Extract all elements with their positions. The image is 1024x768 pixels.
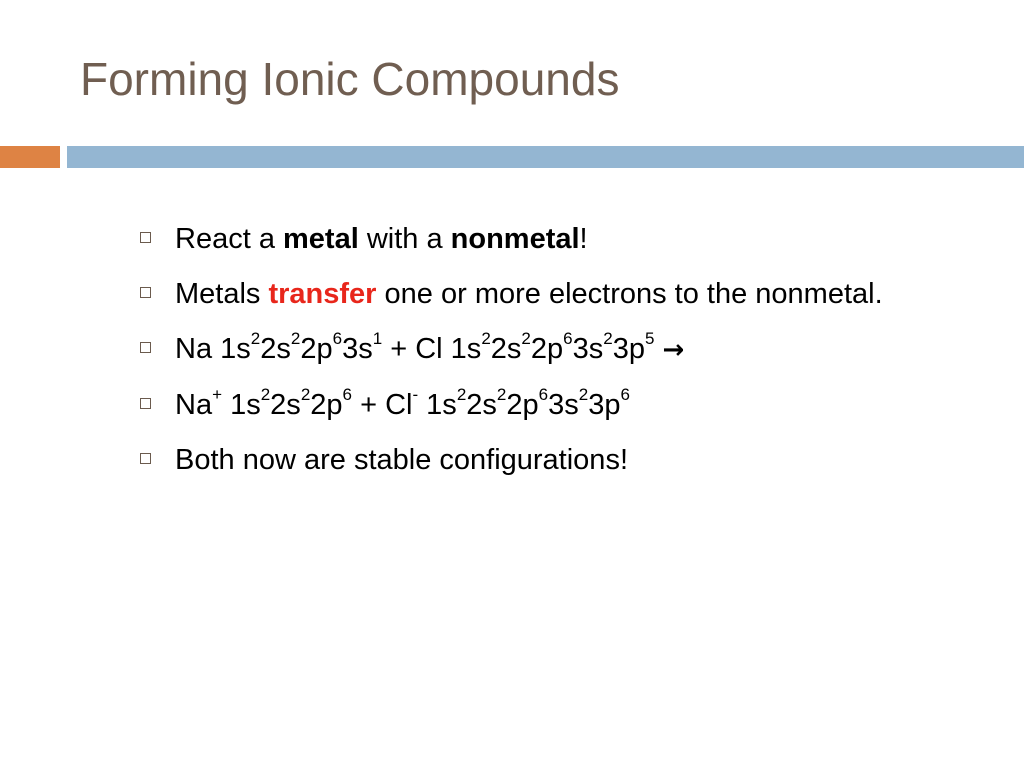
slide-title: Forming Ionic Compounds xyxy=(80,53,620,105)
bullet-text: Metals transfer one or more electrons to the nonmetal. xyxy=(175,278,883,310)
bullet-item-ion-configs xyxy=(140,384,900,427)
bullet-text: React a metal with a nonmetal! xyxy=(175,223,588,255)
hollow-square-bullet-icon xyxy=(140,232,151,243)
bullet-text: Both now are stable configurations! xyxy=(175,444,628,476)
title-accent-bar xyxy=(0,146,60,168)
bullet-item-reactant-configs xyxy=(140,328,900,372)
title-divider-bar xyxy=(67,146,1024,168)
bullet-list xyxy=(140,218,900,494)
hollow-square-bullet-icon xyxy=(140,342,151,353)
bullet-text: Na $1s^22s^22p^63s^1 + Cl$ $1s^22s^22p^63s^23p^5$ → xyxy=(175,329,685,365)
right-arrow-icon: → xyxy=(662,335,685,365)
bullet-text: Na+ $1s^22s^22p^6 + Cl^-$ $1s^22s^22p^63s^23p^6$ xyxy=(175,385,630,421)
hollow-square-bullet-icon xyxy=(140,453,151,464)
bullet-item-react xyxy=(140,218,900,261)
bullet-item-stable xyxy=(140,439,900,482)
keyword-nonmetal: nonmetal xyxy=(450,223,580,255)
keyword-metal: metal xyxy=(283,223,359,255)
hollow-square-bullet-icon xyxy=(140,398,151,409)
bullet-item-transfer xyxy=(140,273,900,316)
hollow-square-bullet-icon xyxy=(140,287,151,298)
keyword-transfer: transfer xyxy=(268,278,377,310)
